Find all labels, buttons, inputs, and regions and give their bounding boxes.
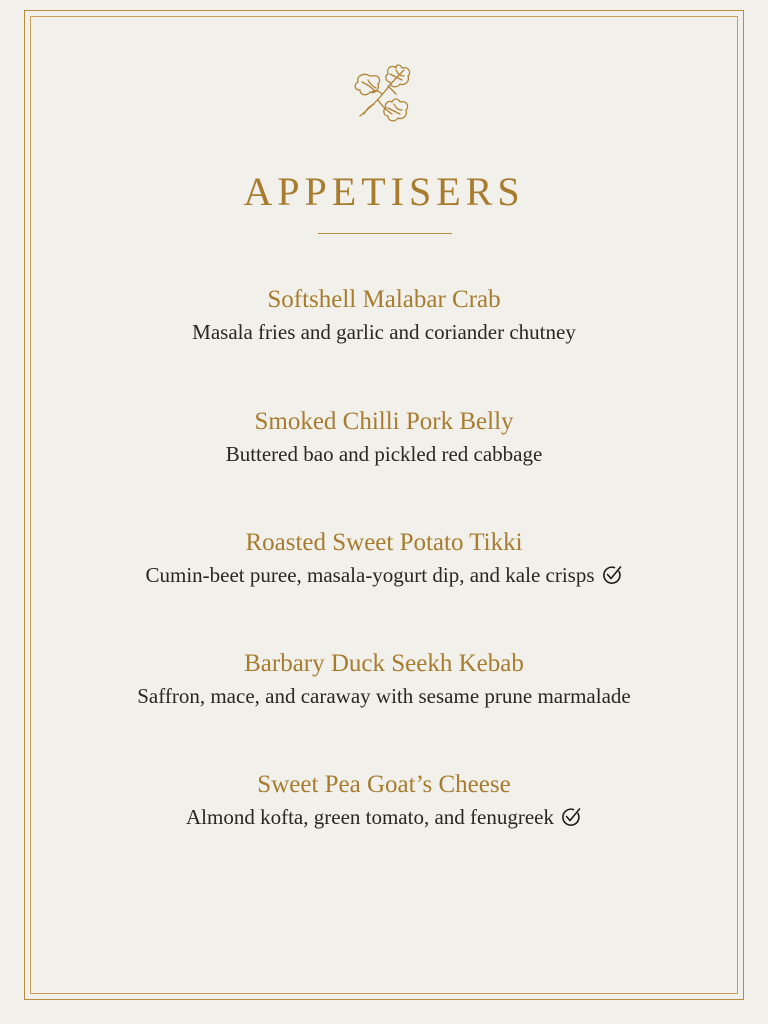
menu-item xyxy=(0,528,768,588)
dish-description: Cumin-beet puree, masala-yogurt dip, and kale crisps xyxy=(0,562,768,588)
menu-item xyxy=(0,649,768,709)
title-divider xyxy=(318,233,452,234)
dish-description: Masala fries and garlic and coriander chutney xyxy=(192,320,576,344)
dish-description: Almond kofta, green tomato, and fenugreek xyxy=(0,804,768,830)
section-title: APPETISERS xyxy=(243,169,525,214)
menu-item xyxy=(0,285,768,345)
inner-border xyxy=(30,16,738,994)
coriander-leaf-icon xyxy=(348,60,420,130)
checkmark-circle-icon xyxy=(560,806,582,828)
menu-item xyxy=(0,407,768,467)
dish-name: Softshell Malabar Crab xyxy=(267,286,501,313)
dish-description: Buttered bao and pickled red cabbage xyxy=(225,442,543,466)
dish-name: Smoked Chilli Pork Belly xyxy=(254,408,514,435)
menu-item xyxy=(0,770,768,830)
dish-name: Roasted Sweet Potato Tikki xyxy=(245,529,523,556)
checkmark-circle-icon xyxy=(601,564,623,586)
dish-name: Sweet Pea Goat’s Cheese xyxy=(257,771,511,798)
dish-name: Barbary Duck Seekh Kebab xyxy=(244,650,524,677)
dish-description: Saffron, mace, and caraway with sesame prune marmalade xyxy=(137,684,631,708)
